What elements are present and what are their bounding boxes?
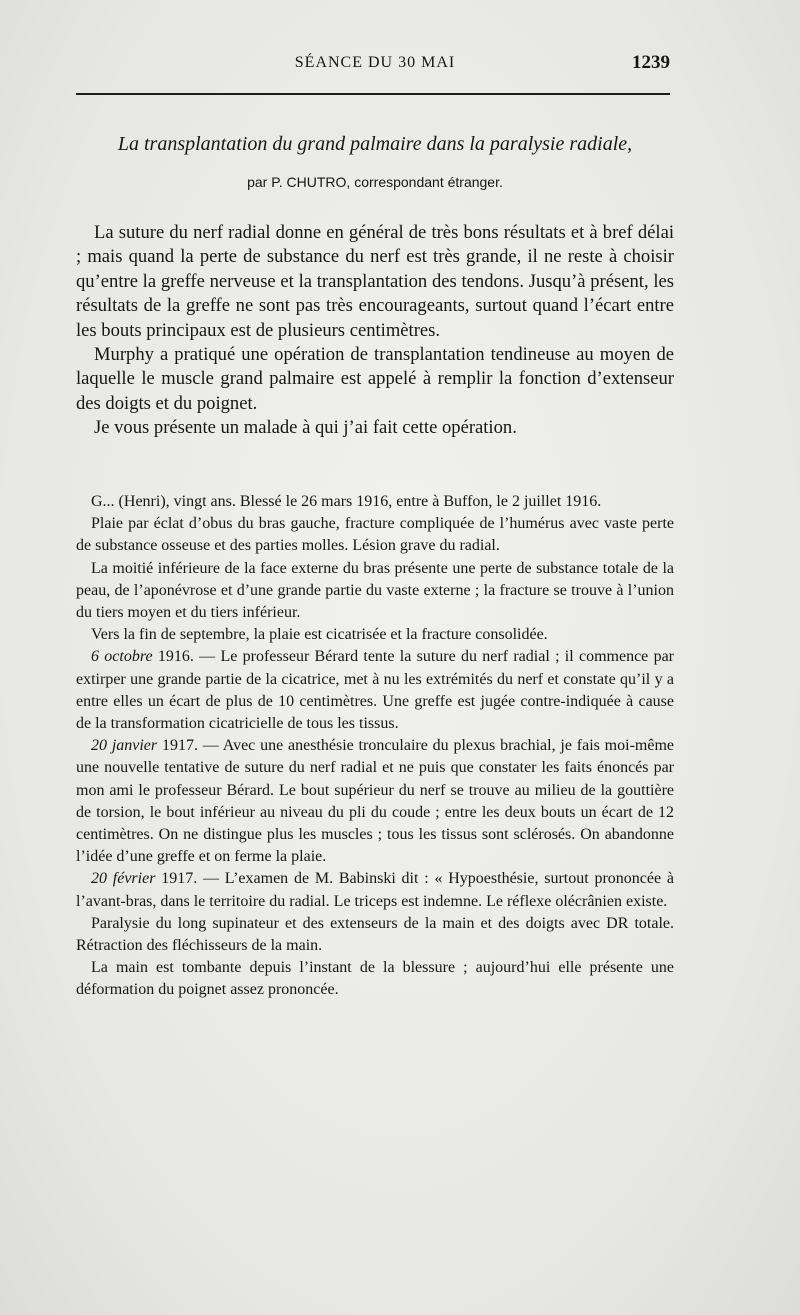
- case-paragraph: La moitié inférieure de la face externe du bras présente une perte de substance totale de la peau, de l’aponévrose et d’une grande partie du vaste externe ; la fracture se trouve à l’union du tiers moyen et du tiers inférieur.: [76, 559, 674, 622]
- article-byline: par P. CHUTRO, correspondant étranger.: [247, 174, 503, 190]
- case-report: [76, 491, 674, 1002]
- running-header: [76, 50, 674, 80]
- intro-paragraph: La suture du nerf radial donne en général de très bons résultats et à bref délai ; mais quand la perte de substance du nerf est très grande, il ne reste à choisir qu’entre la greffe nerveuse et la transplantation des tendons. Jusqu’à présent, les résultats de la greffe ne sont pas très encourageants, surtout quand l’écart entre les bouts principaux est de plusieurs centimètres.: [76, 222, 674, 341]
- case-text: 1917. — Avec une anesthésie tronculaire du plexus brachial, je fais moi-même une nouvelle tentative de suture du nerf radial et ne puis que constater les faits énoncés par mon ami le professeur Bérard. Le bout supérieur du nerf se trouve au milieu de la gouttière de torsion, le bout inférieur au niveau du pli du coude ; entre les deux bouts un écart de 12 centimètres. On ne distingue plus les muscles ; tous les tissus sont sclérosés. On abandonne l’idée d’une greffe et on ferme la plaie.: [76, 737, 674, 866]
- case-date: 6 octobre: [91, 648, 153, 666]
- case-paragraph: G... (Henri), vingt ans. Blessé le 26 mars 1916, entre à Buffon, le 2 juillet 1916.: [91, 493, 602, 510]
- header-rule: [76, 93, 670, 95]
- case-text: 1916. — Le professeur Bérard tente la suture du nerf radial ; il commence par extirper une grande partie de la cicatrice, met à nu les extrémités du nerf et constate qu’il y a entre elles un écart de plus de 10 centimètres. Une greffe est jugée contre-indiquée à cause de la transformation cicatricielle de tous les tissus.: [76, 648, 675, 733]
- intro-paragraph: Murphy a pratiqué une opération de transplantation tendineuse au moyen de laquelle le muscle grand palmaire est appelé à remplir la fonction d’extenseur des doigts et du poignet.: [76, 344, 674, 414]
- case-paragraph: [76, 646, 674, 735]
- case-paragraph: Vers la fin de septembre, la plaie est cicatrisée et la fracture consolidée.: [91, 626, 548, 644]
- case-paragraph: Paralysie du long supinateur et des extenseurs de la main et des doigts avec DR totale. Rétraction des fléchisseurs de la main.: [76, 914, 674, 955]
- intro-text: [76, 221, 674, 441]
- case-paragraph: Plaie par éclat d’obus du bras gauche, fracture compliquée de l’humérus avec vaste perte de substance osseuse et des parties molles. Lésion grave du radial.: [76, 515, 674, 555]
- running-title: SÉANCE DU 30 MAI: [294, 54, 456, 71]
- case-date: 20 janvier: [91, 737, 158, 755]
- case-text: 1917. — L’examen de M. Babinski dit : « Hypoesthésie, surtout prononcée à l’avant-bras, dans le territoire du radial. Le triceps est indemne. Le réflexe olécrânien existe.: [76, 870, 674, 910]
- intro-paragraph: Je vous présente un malade à qui j’ai fait cette opération.: [94, 417, 517, 439]
- article-title: La transplantation du grand palmaire dans la paralysie radiale,: [117, 133, 633, 155]
- page-number: 1239: [632, 52, 670, 73]
- case-date: 20 février: [91, 870, 156, 888]
- case-paragraph: [76, 868, 674, 912]
- case-paragraph: La main est tombante depuis l’instant de la blessure ; aujourd’hui elle présente une déformation du poignet assez prononcée.: [76, 959, 674, 999]
- case-paragraph: [76, 735, 674, 868]
